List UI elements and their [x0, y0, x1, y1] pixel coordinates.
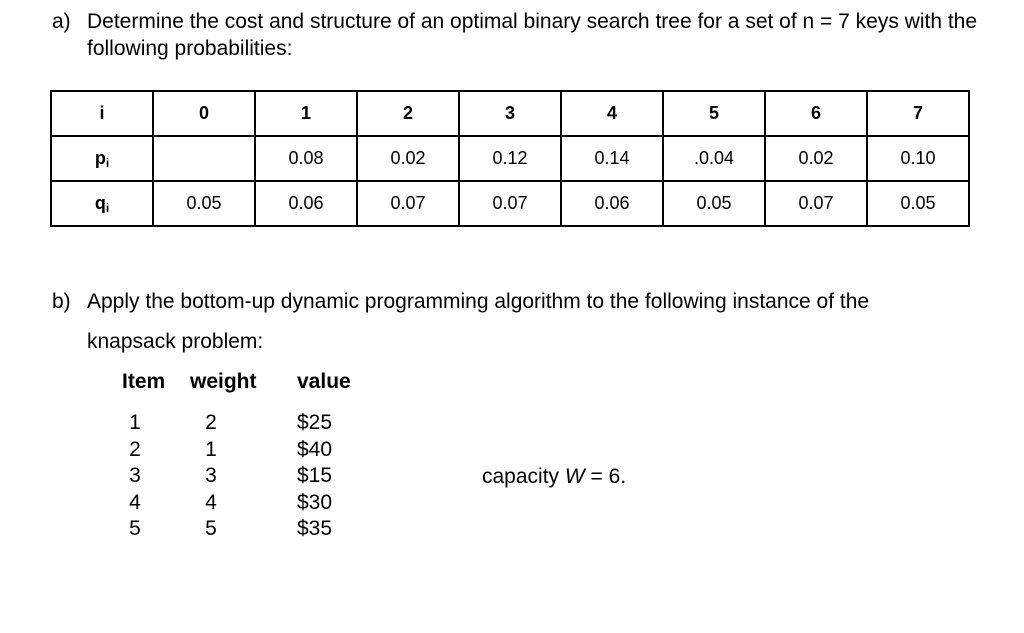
- item-weight: 5: [205, 517, 217, 540]
- knapsack-header-item: Item: [122, 370, 166, 393]
- probability-table: [50, 90, 970, 227]
- knapsack-value-column: [297, 410, 332, 543]
- header-cell: i: [51, 91, 153, 136]
- header-cell: 4: [561, 91, 663, 136]
- p-cell: 0.14: [561, 136, 663, 181]
- item-weight: 3: [205, 464, 217, 487]
- header-cell: 1: [255, 91, 357, 136]
- q-cell: 0.05: [153, 181, 255, 226]
- item-number: 2: [129, 437, 141, 461]
- header-cell: 7: [867, 91, 969, 136]
- header-cell: 0: [153, 91, 255, 136]
- item-number: 5: [129, 517, 141, 540]
- item-number: 4: [129, 490, 141, 514]
- item-value: $40: [297, 437, 333, 461]
- item-number: 3: [129, 464, 141, 487]
- item-value: $30: [297, 490, 333, 514]
- knapsack-capacity: capacity W = 6.: [482, 465, 627, 488]
- p-cell: 0.02: [357, 136, 459, 181]
- header-cell: 3: [459, 91, 561, 136]
- knapsack-header-value: value: [297, 370, 351, 393]
- table-header-row: [51, 91, 969, 136]
- p-cell: .0.04: [663, 136, 765, 181]
- p-cell: 0.02: [765, 136, 867, 181]
- header-cell: 2: [357, 91, 459, 136]
- q-cell: 0.06: [561, 181, 663, 226]
- row-label-q: $q_i$: [51, 181, 153, 226]
- knapsack-weight-column: [204, 410, 218, 543]
- item-value: $15: [297, 464, 333, 487]
- table-row-p: [51, 136, 969, 181]
- header-cell: 6: [765, 91, 867, 136]
- p-cell: 0.08: [255, 136, 357, 181]
- part-b-label: b): [52, 290, 71, 313]
- item-value: $35: [297, 517, 333, 540]
- item-weight: 1: [205, 437, 217, 461]
- part-a-text: Determine the cost and structure of an optimal binary search tree for a set of n = 7 keys with the following probabilities:: [87, 10, 978, 60]
- item-number: 1: [129, 411, 141, 434]
- knapsack-item-column: [128, 410, 142, 543]
- part-b-text-line2: knapsack problem:: [87, 330, 264, 353]
- item-value: $25: [297, 411, 333, 434]
- q-cell: 0.05: [663, 181, 765, 226]
- q-cell: 0.05: [867, 181, 969, 226]
- q-cell: 0.07: [459, 181, 561, 226]
- p-cell: 0.12: [459, 136, 561, 181]
- item-weight: 4: [205, 490, 217, 514]
- p-cell: 0.10: [867, 136, 969, 181]
- p-cell: [153, 136, 255, 181]
- knapsack-header-weight: weight: [190, 370, 257, 393]
- part-a-label: a): [52, 10, 71, 33]
- q-cell: 0.07: [357, 181, 459, 226]
- q-cell: 0.06: [255, 181, 357, 226]
- part-b-text-line1: Apply the bottom-up dynamic programming algorithm to the following instance of the: [87, 290, 870, 313]
- table-row-q: [51, 181, 969, 226]
- row-label-p: $p_i$: [51, 136, 153, 181]
- q-cell: 0.07: [765, 181, 867, 226]
- header-cell: 5: [663, 91, 765, 136]
- item-weight: 2: [205, 411, 217, 434]
